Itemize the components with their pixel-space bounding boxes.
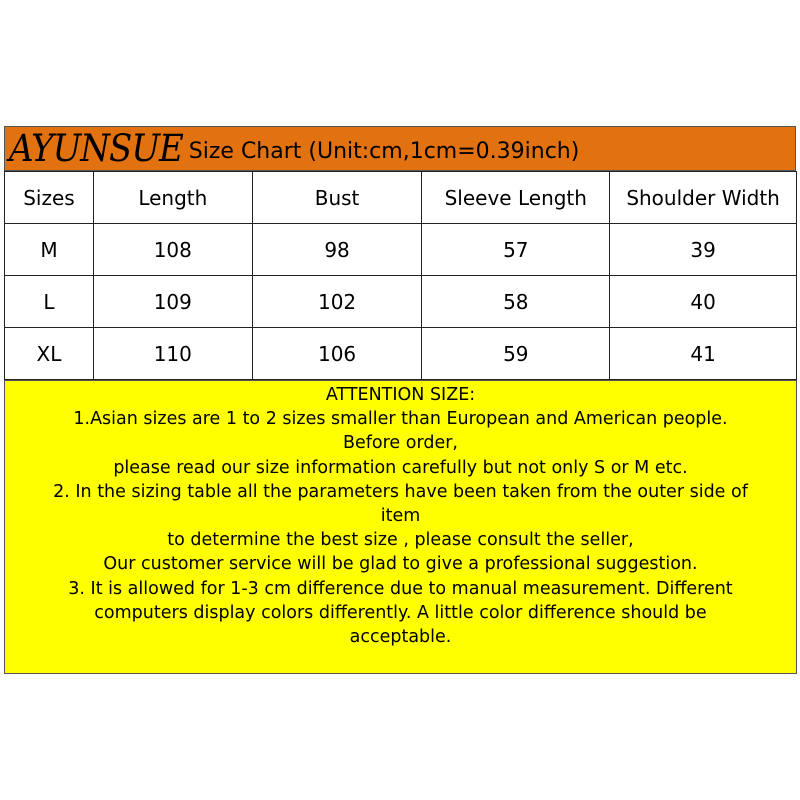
note-line: Our customer service will be glad to give a professional suggestion.: [103, 554, 698, 575]
table-cell: 41: [610, 328, 797, 380]
column-header: Bust: [252, 172, 422, 224]
brand-logo: AYUNSUE: [9, 126, 183, 171]
note-line: Before order,: [342, 433, 458, 454]
table-cell: 109: [93, 276, 252, 328]
table-cell: 98: [252, 224, 422, 276]
table-cell: 106: [252, 328, 422, 380]
note-line: item: [380, 506, 421, 527]
chart-title: Size Chart (Unit:cm,1cm=0.39inch): [188, 139, 580, 164]
table-cell: 59: [422, 328, 610, 380]
note-line: 2. In the sizing table all the parameters have been taken from the outer side of: [53, 481, 748, 502]
table-cell: 102: [252, 276, 422, 328]
attention-notes: [4, 380, 797, 674]
table-header-row: [5, 172, 797, 224]
table-cell: 40: [610, 276, 797, 328]
note-line: 3. It is allowed for 1-3 cm difference due to manual measurement. Different: [68, 578, 733, 599]
note-line: please read our size information carefully but not only S or M etc.: [113, 457, 688, 478]
table-row: [5, 328, 797, 380]
column-header: Sizes: [5, 172, 94, 224]
table-cell: M: [5, 224, 94, 276]
note-line: computers display colors differently. A little color difference should be: [94, 602, 707, 623]
column-header: Sleeve Length: [422, 172, 610, 224]
column-header: Shoulder Width: [610, 172, 797, 224]
column-header: Length: [93, 172, 252, 224]
table-row: [5, 276, 797, 328]
table-cell: L: [5, 276, 94, 328]
size-chart-header: [4, 126, 796, 171]
table-cell: 39: [610, 224, 797, 276]
note-line: ATTENTION SIZE:: [325, 385, 476, 405]
note-line: to determine the best size , please consult the seller,: [167, 530, 634, 551]
table-cell: 57: [422, 224, 610, 276]
table-cell: XL: [5, 328, 94, 380]
table-cell: 108: [93, 224, 252, 276]
note-line: acceptable.: [349, 627, 452, 648]
note-line: 1.Asian sizes are 1 to 2 sizes smaller than European and American people.: [73, 409, 728, 430]
table-row: [5, 224, 797, 276]
table-cell: 58: [422, 276, 610, 328]
size-table: [4, 171, 797, 380]
table-cell: 110: [93, 328, 252, 380]
